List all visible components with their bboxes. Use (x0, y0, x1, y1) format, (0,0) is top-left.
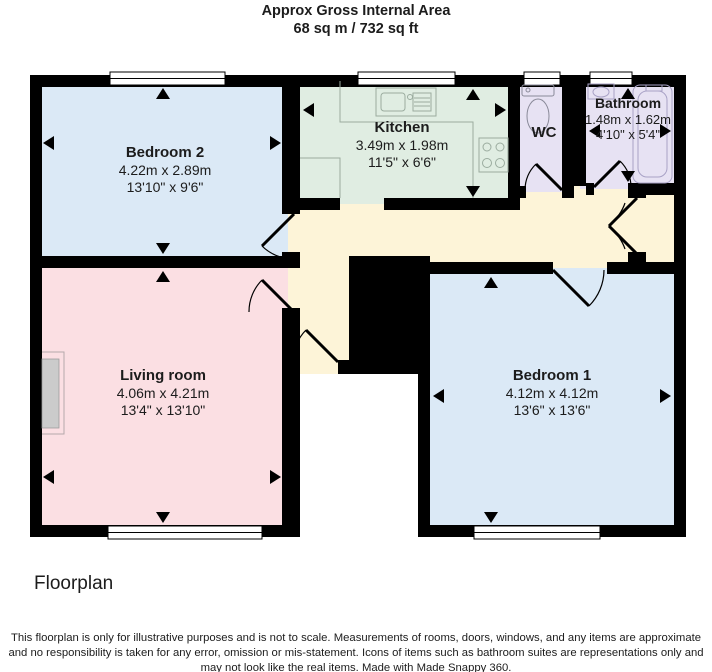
living-room-label: Living room (120, 367, 206, 384)
bathroom-window (590, 72, 632, 85)
bedroom1-metric: 4.12m x 4.12m (505, 385, 599, 401)
header-line1: Approx Gross Internal Area (261, 3, 451, 19)
bedroom1-imperial: 13'6" x 13'6" (513, 402, 591, 418)
disclaimer-line3: may not look like the real items. Made with Made Snappy 360. (200, 662, 512, 672)
plan-title: Floorplan (34, 573, 114, 594)
kitchen-metric: 3.49m x 1.98m (355, 137, 449, 153)
wall-segment (384, 198, 520, 210)
bedroom2-label: Bedroom 2 (125, 144, 205, 161)
living-room-metric: 4.06m x 4.21m (116, 385, 210, 401)
wall-segment (607, 262, 686, 274)
disclaimer (0, 631, 712, 672)
living-room-window (108, 526, 262, 539)
bedroom1-window (474, 526, 600, 539)
wall-segment (418, 262, 553, 274)
living-room-imperial: 13'4" x 13'10" (120, 402, 206, 418)
wall-segment (562, 186, 574, 198)
wc-window (524, 72, 560, 85)
bedroom2-metric: 4.22m x 2.89m (118, 162, 212, 178)
wall-segment (514, 186, 526, 198)
wall-segment (418, 262, 430, 537)
wc-label: WC (531, 124, 557, 141)
wall-segment (30, 75, 42, 537)
bathroom-imperial: 4'10" x 5'4" (595, 127, 661, 142)
kitchen-imperial: 11'5" x 6'6" (368, 154, 436, 170)
wall-segment (562, 75, 586, 186)
wall-segment (628, 188, 646, 198)
bedroom2-window (110, 72, 225, 85)
wall-segment (294, 198, 340, 210)
void-block (349, 256, 430, 374)
disclaimer-line1: This floorplan is only for illustrative purposes and is not to scale. Measurements of rooms, doors, windows, and any items are approximate (10, 632, 702, 644)
bedroom1-label: Bedroom 1 (512, 367, 592, 384)
wall-segment (282, 75, 300, 214)
bathroom-metric: 1.48m x 1.62m (585, 112, 671, 127)
header-line2: 68 sq m / 732 sq ft (293, 21, 419, 37)
wall-segment (586, 183, 594, 195)
bedroom2-imperial: 13'10" x 9'6" (126, 179, 204, 195)
kitchen-window (358, 72, 455, 85)
bathroom-label: Bathroom (594, 95, 662, 111)
wall-segment (338, 360, 349, 374)
disclaimer-line2: and no responsibility is taken for any error, omission or mis-statement. Icons of items such as bathroom suites are representations only and (8, 647, 704, 659)
kitchen-label: Kitchen (374, 119, 430, 136)
wall-segment (30, 256, 300, 268)
wall-segment (674, 75, 686, 537)
